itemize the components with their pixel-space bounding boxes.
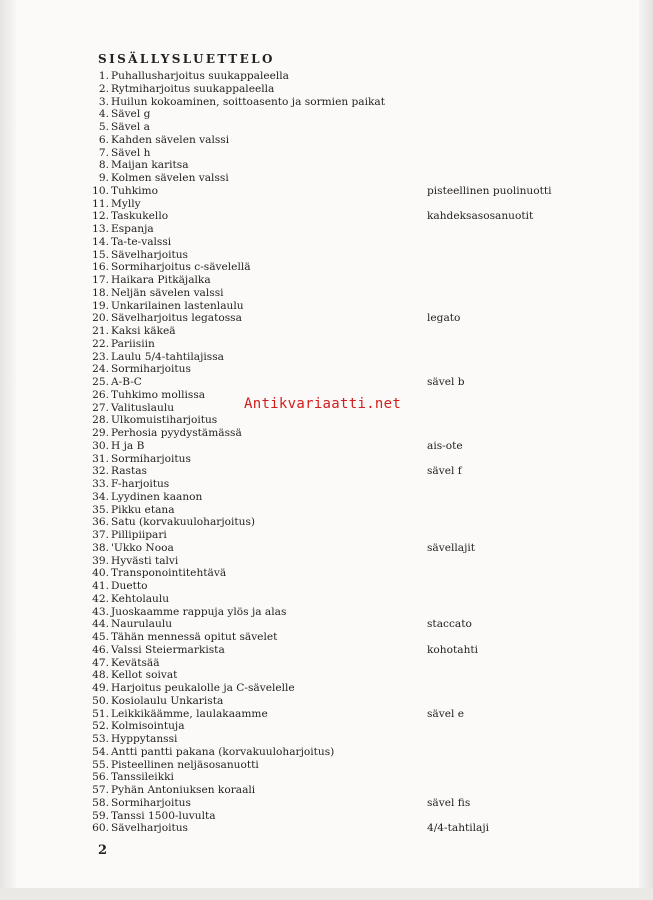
toc-entry [0,657,653,670]
toc-entry [0,784,653,797]
toc-entry [0,363,653,376]
entry-title: Pyhän Antoniuksen koraali [111,784,256,796]
toc-entry [0,708,653,721]
entry-title: Tuhkimo [111,184,158,197]
toc-entry [0,733,653,746]
toc-entry [0,797,653,810]
entry-title: Huilun kokoaminen, soittoasento ja sormien paikat [111,95,386,108]
entry-title: Sormiharjoitus [111,796,191,809]
entry-number: 11. [92,197,109,210]
toc-entry [0,325,653,338]
entry-number: 33. [92,478,109,490]
entry-title: Mylly [111,197,141,210]
entry-title: Kolmen sävelen valssi [111,172,229,184]
entry-number: 5. [98,121,109,133]
toc-entry [0,746,653,759]
entry-number: 24. [92,363,109,376]
contents-heading: SISÄLLYSLUETTELO [98,52,275,66]
entry-number: 39. [92,554,109,567]
entry-number: 46. [92,643,109,656]
entry-number: 23. [92,350,109,363]
entry-title: Satu (korvakuuloharjoitus) [111,516,256,529]
entry-number: 35. [92,503,109,516]
entry-number: 34. [92,490,109,503]
toc-entry [0,453,653,466]
entry-number: 32. [92,465,109,478]
entry-number: 51. [92,707,109,720]
toc-entry [0,236,653,249]
entry-note: kahdeksasosanuotit [427,210,534,223]
toc-entry [0,504,653,517]
toc-entry [0,210,653,223]
toc-entry [0,822,653,835]
entry-title: H ja B [111,439,145,452]
entry-title: Haikara Pitkäjalka [111,274,211,286]
entry-number: 43. [92,605,109,618]
entry-number: 60. [92,822,109,835]
entry-title: Kellot soivat [111,669,178,682]
entry-title: Ulkomuistiharjoitus [111,414,218,427]
toc-entry [0,70,653,83]
entry-number: 29. [92,427,109,439]
table-of-contents [0,70,653,835]
entry-title: Kehtolaulu [111,592,170,605]
entry-number: 47. [92,656,109,669]
entry-note: sävel fis [427,796,471,809]
toc-entry [0,96,653,109]
toc-entry [0,669,653,682]
toc-entry [0,185,653,198]
entry-number: 37. [92,529,109,541]
toc-entry [0,108,653,121]
entry-number: 52. [92,720,109,733]
entry-title: Juoskaamme rappuja ylös ja alas [111,605,287,618]
entry-number: 21. [92,325,109,337]
toc-entry [0,376,653,389]
entry-title: Sävel a [111,121,150,133]
entry-title: Harjoitus peukalolle ja C-sävelelle [111,682,295,694]
entry-title: Hyvästi talvi [111,554,179,567]
toc-entry [0,261,653,274]
entry-number: 36. [92,516,109,529]
entry-title: Taskukello [111,210,169,223]
entry-title: Lyydinen kaanon [111,490,203,503]
entry-number: 31. [92,452,109,465]
toc-entry [0,695,653,708]
entry-title: 'Ukko Nooa [111,541,174,554]
toc-entry [0,555,653,568]
entry-title: Pariisiin [111,337,155,350]
entry-title: Antti pantti pakana (korvakuuloharjoitus) [111,745,335,758]
toc-entry [0,312,653,325]
toc-entry [0,516,653,529]
entry-title: Rastas [111,465,147,478]
entry-title: Valssi Steiermarkista [111,643,225,656]
entry-number: 44. [92,618,109,631]
entry-title: Kevätsää [111,656,160,669]
entry-title: A-B-C [111,376,142,388]
entry-number: 17. [92,274,109,286]
entry-number: 18. [92,286,109,299]
toc-entry [0,414,653,427]
entry-title: Maijan karitsa [111,159,189,172]
entry-number: 55. [92,758,109,771]
entry-number: 10. [92,184,109,197]
toc-entry [0,300,653,313]
toc-entry [0,606,653,619]
entry-title: Tanssi 1500-luvulta [111,809,216,822]
toc-entry [0,287,653,300]
toc-entry [0,121,653,134]
entry-title: Pikku etana [111,503,175,516]
entry-number: 9. [98,172,109,184]
entry-number: 26. [92,388,109,401]
entry-note: sävel e [427,707,465,720]
toc-entry [0,567,653,580]
entry-number: 54. [92,745,109,758]
entry-number: 22. [92,337,109,350]
entry-title: Sävelharjoitus legatossa [111,312,242,325]
entry-note: ais-ote [427,439,463,452]
entry-note: 4/4-tahtilaji [427,822,490,835]
entry-title: Espanja [111,223,154,235]
toc-entry [0,759,653,772]
entry-number: 59. [92,809,109,822]
toc-entry [0,529,653,542]
entry-note: sävel f [427,465,462,478]
entry-number: 12. [92,210,109,223]
entry-number: 7. [98,146,109,159]
toc-entry [0,223,653,236]
entry-title: Sävelharjoitus [111,248,188,261]
toc-entry [0,771,653,784]
entry-number: 25. [92,376,109,388]
entry-title: Sävelharjoitus [111,822,188,835]
entry-title: Kaksi käkeä [111,325,176,337]
entry-title: Sävel h [111,146,151,159]
entry-number: 45. [92,631,109,643]
toc-entry [0,720,653,733]
toc-entry [0,810,653,823]
entry-number: 56. [92,771,109,784]
entry-title: F-harjoitus [111,478,170,490]
entry-title: Rytmiharjoitus suukappaleella [111,82,275,95]
entry-number: 28. [92,414,109,427]
entry-number: 27. [92,401,109,414]
entry-title: Sormiharjoitus c-sävelellä [111,261,251,274]
toc-entry [0,274,653,287]
toc-entry [0,618,653,631]
entry-title: Pisteellinen neljäsosanuotti [111,758,259,771]
page-bottom-edge [0,888,653,900]
entry-number: 49. [92,682,109,694]
entry-number: 42. [92,592,109,605]
toc-entry [0,682,653,695]
entry-number: 57. [92,784,109,796]
toc-entry [0,159,653,172]
toc-entry [0,631,653,644]
entry-title: Valituslaulu [111,401,175,414]
entry-title: Ta-te-valssi [111,235,172,248]
entry-number: 20. [92,312,109,325]
entry-title: Tähän mennessä opitut sävelet [111,631,278,643]
entry-title: Duetto [111,580,148,592]
entry-number: 3. [98,95,109,108]
entry-title: Perhosia pyydystämässä [111,427,242,439]
toc-entry [0,593,653,606]
entry-title: Pillipiipari [111,529,167,541]
entry-number: 15. [92,248,109,261]
entry-number: 13. [92,223,109,235]
entry-number: 2. [98,82,109,95]
watermark: Antikvariaatti.net [244,396,402,412]
entry-title: Puhallusharjoitus suukappaleella [111,70,289,82]
entry-number: 40. [92,567,109,580]
toc-entry [0,478,653,491]
entry-title: Hyppytanssi [111,733,178,745]
entry-number: 14. [92,235,109,248]
entry-note: legato [427,312,461,325]
toc-entry [0,338,653,351]
toc-entry [0,134,653,147]
entry-title: Kosiolaulu Unkarista [111,694,224,707]
entry-number: 4. [98,108,109,121]
toc-entry [0,172,653,185]
toc-entry [0,147,653,160]
page-number: 2 [98,843,108,858]
entry-title: Kahden sävelen valssi [111,133,230,146]
entry-title: Tanssileikki [111,771,174,784]
entry-number: 8. [98,159,109,172]
toc-entry [0,351,653,364]
entry-title: Sävel g [111,108,151,121]
entry-note: sävel b [427,376,465,388]
entry-note: staccato [427,618,472,631]
entry-title: Laulu 5/4-tahtilajissa [111,350,224,363]
entry-number: 50. [92,694,109,707]
entry-title: Sormiharjoitus [111,363,191,376]
entry-number: 38. [92,541,109,554]
entry-title: Naurulaulu [111,618,173,631]
toc-entry [0,83,653,96]
entry-title: Kolmisointuja [111,720,185,733]
toc-entry [0,249,653,262]
toc-entry [0,198,653,211]
entry-number: 58. [92,796,109,809]
entry-number: 48. [92,669,109,682]
toc-entry [0,580,653,593]
entry-number: 1. [98,70,109,82]
toc-entry [0,427,653,440]
entry-number: 19. [92,299,109,312]
entry-number: 53. [92,733,109,745]
toc-entry [0,491,653,504]
toc-entry [0,440,653,453]
entry-note: sävellajit [427,541,476,554]
toc-entry [0,542,653,555]
entry-note: pisteellinen puolinuotti [427,184,552,197]
entry-number: 16. [92,261,109,274]
entry-number: 41. [92,580,109,592]
entry-title: Neljän sävelen valssi [111,286,224,299]
entry-title: Leikkikäämme, laulakaamme [111,707,268,720]
entry-title: Unkarilainen lastenlaulu [111,299,244,312]
entry-note: kohotahti [427,643,479,656]
entry-number: 6. [98,133,109,146]
entry-number: 30. [92,439,109,452]
entry-title: Sormiharjoitus [111,452,191,465]
entry-title: Tuhkimo mollissa [111,388,206,401]
toc-entry [0,644,653,657]
entry-title: Transponointitehtävä [111,567,227,580]
toc-entry [0,465,653,478]
